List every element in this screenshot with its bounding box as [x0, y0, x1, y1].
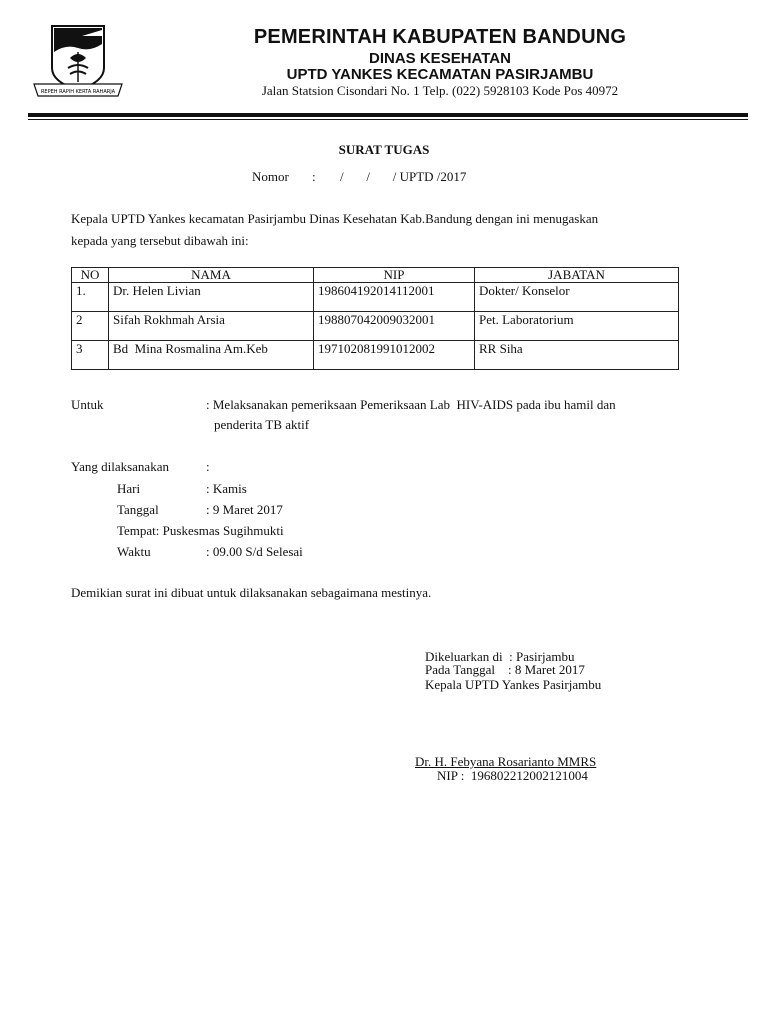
logo-motto: REPEH RAPIH KERTA RAHARJA — [40, 89, 116, 95]
cell-nama: Bd Mina Rosmalina Am.Keb — [109, 341, 314, 370]
signatory-nip: NIP : 196802212002121004 — [437, 768, 588, 783]
number-separator: : — [312, 169, 316, 184]
table-row — [72, 341, 679, 370]
table-row — [72, 312, 679, 341]
purpose-label: Untuk — [71, 397, 104, 412]
table-header-row — [72, 268, 679, 283]
issued-date: Pada Tanggal : 8 Maret 2017 — [425, 662, 585, 677]
number-value: / / / UPTD /2017 — [340, 169, 467, 184]
header-jabatan: JABATAN — [475, 268, 679, 283]
closing-statement: Demikian surat ini dibuat untuk dilaksanakan sebagaimana mestinya. — [71, 585, 432, 600]
header-nip: NIP — [314, 268, 475, 283]
header-government: PEMERINTAH KABUPATEN BANDUNG — [253, 26, 627, 48]
waktu-value: : 09.00 S/d Selesai — [206, 544, 303, 559]
tempat-line: Tempat: Puskesmas Sugihmukti — [117, 523, 284, 538]
header-department: DINAS KESEHATAN — [369, 50, 511, 67]
purpose-line-2: penderita TB aktif — [214, 417, 310, 432]
intro-line-2: kepada yang tersebut dibawah ini: — [71, 233, 249, 248]
cell-nip: 197102081991012002 — [314, 341, 475, 370]
cell-jabatan: Pet. Laboratorium — [475, 312, 679, 341]
signatory-name: Dr. H. Febyana Rosarianto MMRS — [415, 754, 597, 769]
tanggal-label: Tanggal — [117, 502, 159, 517]
cell-no: 3 — [72, 341, 109, 370]
cell-nip: 198604192014112001 — [314, 283, 475, 312]
number-label: Nomor — [252, 169, 289, 184]
header-rule-thin — [28, 119, 748, 120]
cell-no: 2 — [72, 312, 109, 341]
cell-nama: Sifah Rokhmah Arsia — [109, 312, 314, 341]
intro-line-1: Kepala UPTD Yankes kecamatan Pasirjambu Dinas Kesehatan Kab.Bandung dengan ini menugaskan — [71, 211, 599, 226]
header-no: NO — [72, 268, 109, 283]
header-nama: NAMA — [109, 268, 314, 283]
waktu-label: Waktu — [117, 544, 151, 559]
cell-no: 1. — [72, 283, 109, 312]
purpose-line-1: : Melaksanakan pemeriksaan Pemeriksaan Lab HIV-AIDS pada ibu hamil dan — [206, 397, 616, 412]
schedule-label: Yang dilaksanakan — [71, 459, 169, 474]
schedule-separator: : — [206, 459, 210, 474]
header-rule-thick — [28, 113, 748, 117]
kabupaten-bandung-emblem-icon — [30, 22, 126, 100]
header-address: Jalan Statsion Cisondari No. 1 Telp. (022) 5928103 Kode Pos 40972 — [261, 83, 619, 98]
signatory-position: Kepala UPTD Yankes Pasirjambu — [425, 677, 602, 692]
cell-nama: Dr. Helen Livian — [109, 283, 314, 312]
hari-value: : Kamis — [206, 481, 247, 496]
cell-nip: 198807042009032001 — [314, 312, 475, 341]
tanggal-value: : 9 Maret 2017 — [206, 502, 283, 517]
header-unit: UPTD YANKES KECAMATAN PASIRJAMBU — [286, 66, 594, 83]
table-row — [72, 283, 679, 312]
letter-title: SURAT TUGAS — [338, 142, 430, 157]
cell-jabatan: Dokter/ Konselor — [475, 283, 679, 312]
cell-jabatan: RR Siha — [475, 341, 679, 370]
hari-label: Hari — [117, 481, 141, 496]
issued-at: Dikeluarkan di : Pasirjambu — [425, 649, 575, 664]
staff-table — [71, 267, 679, 370]
